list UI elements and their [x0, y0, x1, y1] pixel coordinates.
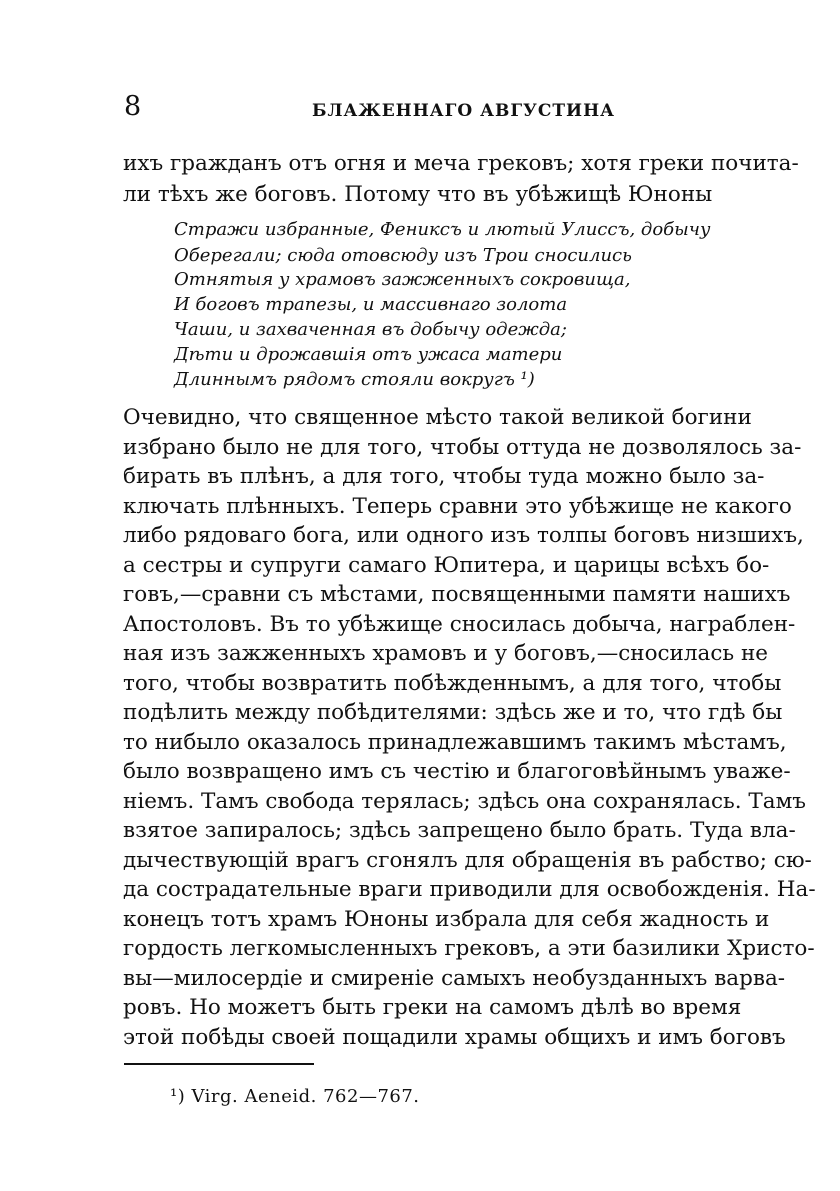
body-line: того, чтобы возвратить побѣжденнымъ, а для того, чтобы	[123, 670, 782, 696]
verse-line: Оберегали; сюда отовсюду изъ Трои сносились	[174, 245, 632, 266]
verse-line: Стражи избранные, Фениксъ и лютый Улиссъ, добычу	[174, 219, 711, 240]
body-line: подѣлить между побѣдителями: здѣсь же и то, что гдѣ бы	[123, 700, 783, 725]
verse-line: Дѣти и дрожавшія отъ ужаса матери	[174, 344, 563, 365]
body-line: Очевидно, что священное мѣсто такой великой богини	[123, 405, 752, 430]
verse-line: Длиннымъ рядомъ стояли вокругъ ¹)	[174, 369, 535, 390]
body-line: либо рядоваго бога, или одного изъ толпы боговъ низшихъ,	[123, 523, 804, 548]
body-line: взятое запиралось; здѣсь запрещено было брать. Туда вла-	[123, 818, 796, 843]
body-line: а сестры и супруги самаго Юпитера, и царицы всѣхъ бо-	[123, 552, 770, 578]
body-line: вы—милосердіе и смиреніе самыхъ необузданныхъ варва-	[123, 965, 786, 991]
verse-line: И боговъ трапезы, и массивнаго золота	[174, 294, 568, 315]
body-line: этой побѣды своей пощадили храмы общихъ и имъ боговъ	[123, 1024, 786, 1050]
page-number: 8	[124, 91, 142, 122]
body-line: Апостоловъ. Въ то убѣжище сносилась добыча, награблен-	[123, 611, 796, 637]
verse-line: Отнятыя у храмовъ зажженныхъ сокровища,	[174, 269, 631, 290]
body-line: ная изъ зажженныхъ храмовъ и у боговъ,—сносилась не	[123, 641, 768, 666]
body-line: избрано было не для того, чтобы оттуда не дозволялось за-	[123, 434, 802, 460]
body-line: говъ,—сравни съ мѣстами, посвященными памяти нашихъ	[123, 582, 791, 607]
body-line: гордость легкомысленныхъ грековъ, а эти базилики Христо-	[123, 936, 815, 961]
body-line: ніемъ. Тамъ свобода терялась; здѣсь она сохранялась. Тамъ	[123, 788, 806, 814]
opening-line: ихъ гражданъ отъ огня и меча грековъ; хотя греки почита-	[123, 151, 799, 176]
body-line: было возвращено имъ съ честію и благоговѣйнымъ уваже-	[123, 759, 791, 784]
body-line: ключать плѣнныхъ. Теперь сравни это убѣжище не какого	[123, 493, 792, 519]
opening-line: ли тѣхъ же боговъ. Потому что въ убѣжищѣ Юноны	[123, 182, 713, 207]
body-line: бирать въ плѣнъ, а для того, чтобы туда можно было за-	[123, 464, 765, 489]
body-line: конецъ тотъ храмъ Юноны избрала для себя жадность и	[123, 906, 770, 932]
footnote: ¹) Virg. Aeneid. 762—767.	[170, 1086, 420, 1107]
running-title: БЛАЖЕННАГО АВГУСТИНА	[312, 101, 615, 121]
verse-line: Чаши, и захваченная въ добычу одежда;	[174, 319, 567, 340]
footnote-rule	[124, 1063, 314, 1065]
body-line: ровъ. Но можетъ быть греки на самомъ дѣлѣ во время	[123, 995, 742, 1020]
body-line: да сострадательные враги приводили для освобожденія. На-	[123, 877, 816, 902]
body-line: дычествующій врагъ сгонялъ для обращенія въ рабство; сю-	[123, 847, 812, 873]
body-line: то нибыло оказалось принадлежавшимъ такимъ мѣстамъ,	[123, 729, 787, 755]
